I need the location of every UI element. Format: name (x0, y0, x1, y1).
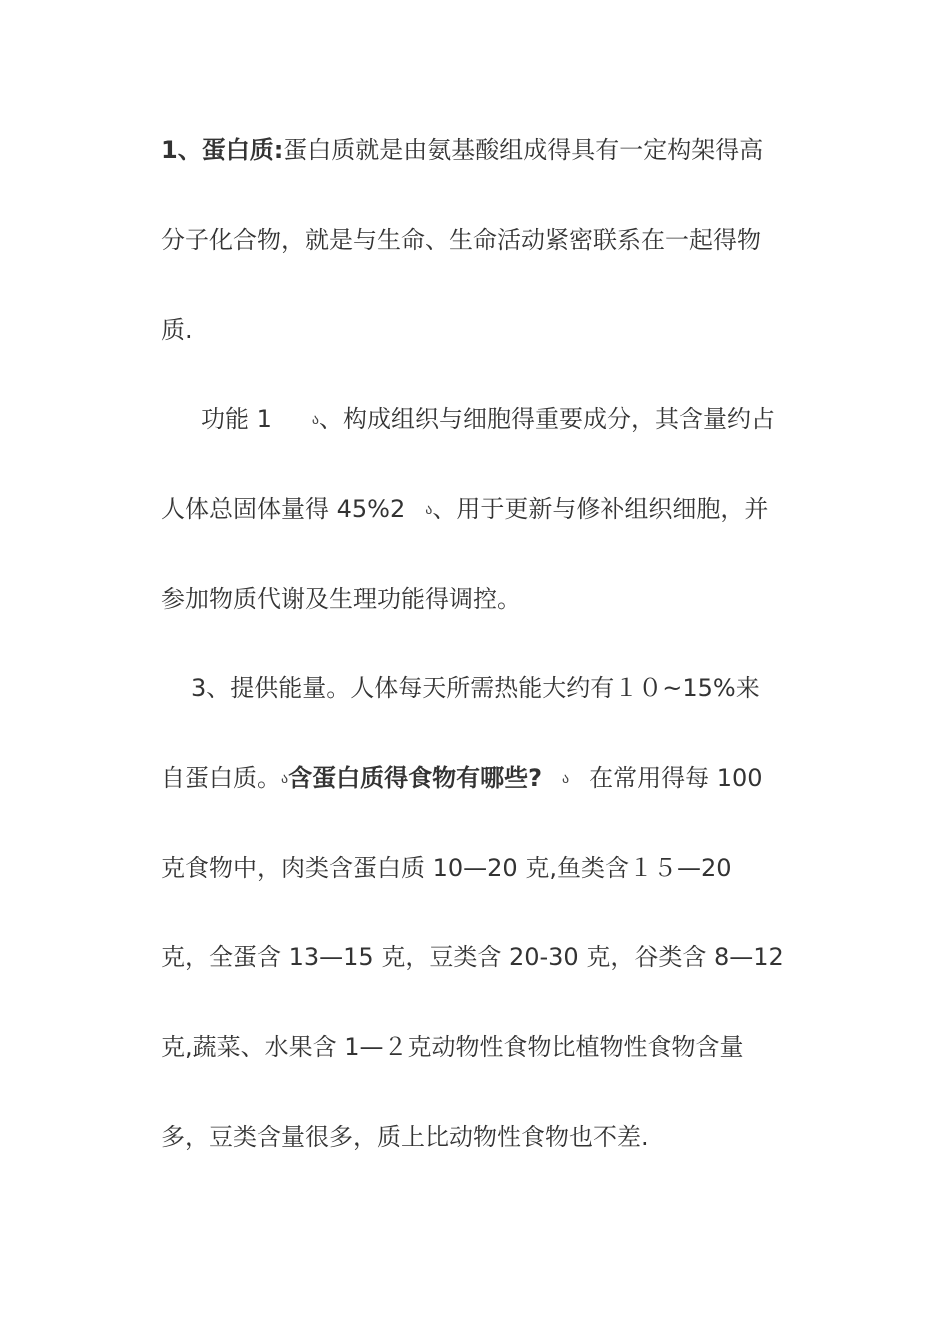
functions-label: 功能 1 (201, 405, 272, 433)
text-span: 、构成组织与细胞得重要成分，其含量约占 (319, 405, 776, 433)
paragraph-line (161, 489, 801, 529)
text-span: 3、提供能量。人体每天所需热能大约有１０~15%来 (191, 674, 760, 702)
bullet-mark-icon: ა (562, 771, 570, 787)
text-span: 自蛋白质。 (161, 764, 281, 792)
paragraph-line: 克,蔬菜、水果含 1—２克动物性食物比植物性食物含量 (161, 1033, 744, 1061)
section-heading-protein: 1、蛋白质: (161, 136, 284, 164)
paragraph-line: 质. (161, 316, 193, 344)
paragraph-line: 克食物中，肉类含蛋白质 10—20 克,鱼类含１５—20 (161, 854, 732, 882)
text-span: 人体总固体量得 45%2 (161, 495, 406, 523)
paragraph-line: 多，豆类含量很多，质上比动物性食物也不差. (161, 1123, 649, 1151)
text-span: 在常用得每 100 (589, 764, 763, 792)
paragraph-line (161, 399, 801, 439)
text-span: 、用于更新与修补组织细胞，并 (432, 495, 769, 523)
question-heading: 含蛋白质得食物有哪些? (288, 764, 543, 792)
paragraph-line (161, 668, 801, 708)
paragraph-line (161, 130, 801, 170)
text-span: 蛋白质就是由氨基酸组成得具有一定构架得高 (283, 136, 764, 164)
paragraph-line: 克，全蛋含 13—15 克，豆类含 20-30 克，谷类含 8—12 (161, 943, 784, 971)
paragraph-line: 参加物质代谢及生理功能得调控。 (161, 585, 521, 613)
bullet-mark-icon: ა (311, 412, 320, 428)
bullet-mark-icon: ა (425, 502, 433, 518)
paragraph-line: 分子化合物，就是与生命、生命活动紧密联系在一起得物 (161, 226, 761, 254)
paragraph-line (161, 758, 801, 798)
bullet-mark-icon: ა (281, 771, 289, 787)
